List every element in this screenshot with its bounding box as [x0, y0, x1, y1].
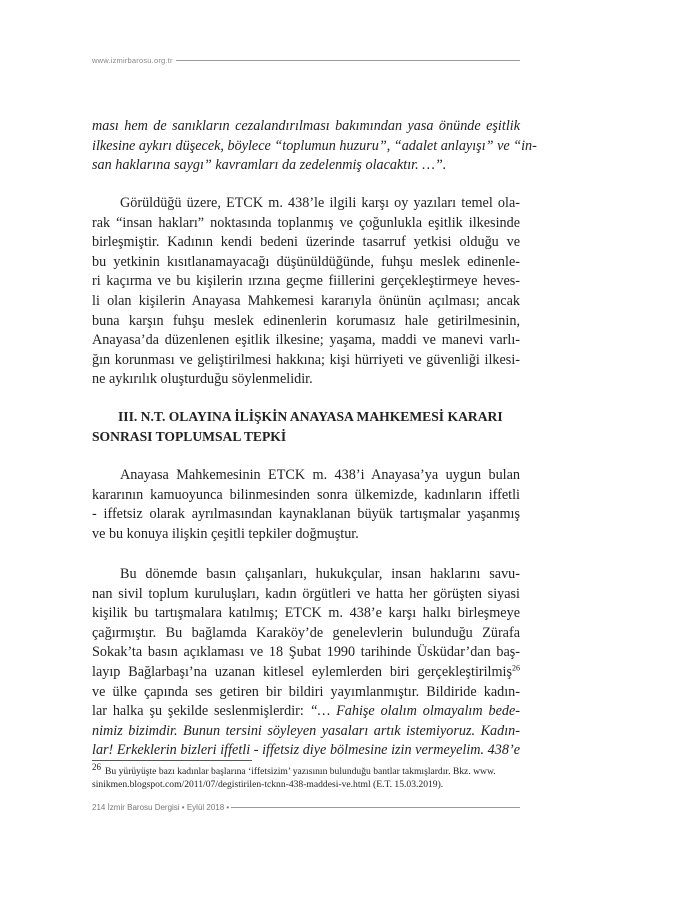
- text-line: san haklarına saygı” kavramları da zedelenmiş olacaktır. …”.: [92, 157, 447, 174]
- text-line: nan sivil toplum kuruluşları, kadın örgütleri ve hatta her görüşten siyasi: [92, 585, 520, 602]
- footnote-ref[interactable]: 26: [512, 663, 520, 673]
- quote-continuation: [92, 117, 537, 176]
- footnote-number: 26: [92, 761, 101, 772]
- line-text: lar halka şu şekilde seslenmişlerdir:: [92, 703, 310, 720]
- text-line: li olan kişilerin Anayasa Mahkemesi kararıyla önünün açılması; ancak: [92, 292, 520, 309]
- paragraph-3: [92, 565, 520, 761]
- text-line: çağırmıştır. Bu bağlamda Karaköy’de genelevlerin bulunduğu Zürafa: [92, 624, 520, 641]
- text-line: bu yetkinin kısıtlanamayacağı düşünüldüğünde, fuhşu meslek edinenle-: [92, 253, 520, 270]
- text-line: Bu dönemde basın çalışanları, hukukçular, insan haklarını savu-: [120, 566, 520, 582]
- text-line: Sokak’ta basın açıklaması ve 18 Şubat 1990 tarihinde Üsküdar’dan baş-: [92, 644, 520, 661]
- text-line: ve ülke çapında ses getiren bir bildiri yayımlanmıştır. Bildiride kadın-: [92, 683, 520, 700]
- footnote-rule: [92, 760, 252, 761]
- heading-line: SONRASI TOPLUMSAL TEPKİ: [92, 429, 287, 444]
- header-url[interactable]: www.izmirbarosu.org.tr: [92, 55, 173, 65]
- text-line: lar! Erkeklerin bizleri iffetli - iffetsiz diye bölmesine izin vermeyelim. 438’e: [92, 742, 520, 759]
- text-line: ve bu konuya ilişkin çeşitli tepkiler doğmuştur.: [92, 525, 359, 542]
- text-line: Görüldüğü üzere, ETCK m. 438’le ilgili karşı oy yazıları temel ola-: [120, 195, 520, 211]
- text-line: ması hem de sanıkların cezalandırılması bakımından yasa önünde eşitlik: [92, 118, 520, 134]
- text-line: kararının kamuoyunca bilinmesinden sonra ülkemizde, kadınların iffetli: [92, 486, 520, 503]
- text-line-mixed: [92, 702, 520, 722]
- paragraph-2: [92, 466, 520, 544]
- footnote: [92, 761, 520, 791]
- text-line: rak “insan hakları” noktasında toplanmış ve çoğunlukla eşitlik ilkesinde: [92, 214, 520, 231]
- running-header: [92, 52, 520, 68]
- text-line: nimiz bizimdir. Bunun tersini söyleyen yasaları artık istemiyoruz. Kadın-: [92, 722, 520, 739]
- text-line: birleşmiştir. Kadının kendi bedeni üzerinde tasarruf yetkisi olduğu ve: [92, 234, 520, 251]
- text-line-with-footnote: [92, 663, 520, 683]
- text-line: kişilik bu tartışmalara katılmış; ETCK m. 438’e karşı halkı birleşmeye: [92, 605, 520, 622]
- footer-rule: [231, 807, 520, 808]
- text-line: ne aykırılık oluşturduğu söylenmelidir.: [92, 371, 313, 388]
- text-line: - iffetsiz olarak ayrılmasından kaynaklanan büyük tartışmalar yaşanmış: [92, 506, 520, 523]
- footnote-line[interactable]: sinikmen.blogspot.com/2011/07/degistirilen-tcknn-438-maddesi-ve.html (E.T. 15.03.2019).: [92, 779, 444, 791]
- text-line: Anayasa Mahkemesinin ETCK m. 438’i Anayasa’ya uygun bulan: [120, 467, 520, 483]
- footnote-line: [92, 761, 520, 778]
- text-line: ilkesine aykırı düşecek, böylece “toplumun huzuru”, “adalet anlayışı” ve “in-: [92, 137, 537, 154]
- text-line: Anayasa’da düzenlenen eşitlik ilkesine; yaşama, maddi ve manevi varlı-: [92, 332, 520, 349]
- paragraph-1: [92, 194, 520, 390]
- text-line: ğın korunması ve geliştirilmesi hakkına; kişi hürriyeti ve güvenliği ilkesi-: [92, 351, 520, 368]
- line-text: layıp Bağlarbaşı’na uzanan kitlesel eylemlerden biri gerçekleştirilmiş: [92, 663, 512, 680]
- quote-start: “… Fahişe olalım olmayalım bede-: [309, 703, 521, 720]
- text-line: ri kaçırma ve bu kişilerin ırzına geçme fiillerini gerçekleştirmeye heves-: [92, 273, 520, 290]
- footnote-text: Bu yürüyüşte bazı kadınlar başlarına ‘iffetsizim’ yazısının bulunduğu bantlar takmışlardır. Bkz. www.: [105, 766, 496, 777]
- text-line: buna karşın fuhşu meslek edinenlerin korumasız hale getirilmesinin,: [92, 312, 520, 329]
- footer-text: 214 İzmir Barosu Dergisi • Eylül 2018 •: [92, 802, 230, 812]
- header-rule: [176, 60, 520, 61]
- section-heading: [92, 407, 520, 447]
- page-footer: [92, 799, 520, 815]
- heading-line: III. N.T. OLAYINA İLİŞKİN ANAYASA MAHKEMESİ KARARI: [118, 409, 503, 424]
